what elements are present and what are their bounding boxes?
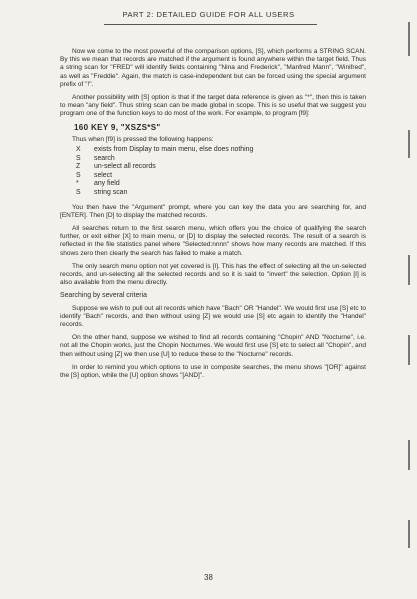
list-item [76,172,366,181]
paragraph-invert: The only search menu option not yet covered is [I]. This has the effect of selecting all the un-selected records, and un-selecting all the selected records and so it is said to "invert" the selection. Option [I] is also available from the menu directly. [60,262,366,287]
list-item [76,180,366,189]
key-sequence-list [76,146,366,198]
list-item [76,163,366,172]
key-command: 160 KEY 9, "XSZS*S" [74,122,161,132]
page-number: 38 [204,573,213,582]
paragraph-any-field: Another possibility with [S] option is that if the target data reference is given as "*", then this is taken to mean "any field". Thus string scan can be made global in scope. This is so useful that we suggest you program one of the function keys to do most of the work. For example, to program [f9]: [60,94,366,118]
page-edge-mark [408,520,410,548]
paragraph-and-search: On the other hand, suppose we wished to find all records containing "Chopin" AND "Nocturne", i.e. not all the Chopin works, just the Chopin Nocturnes. We would first use [S] etc to select all "Chopin", and then without using [Z] we then use [U] to reduce these to the "Nocturne" records. [60,334,366,358]
list-item [76,146,366,155]
paragraph-composite: In order to remind you which options to use in composite searches, the menu shows "[OR]" against the [S] option, while the [U] option shows "[AND]". [60,363,366,380]
key-letter: X [76,146,81,154]
key-letter: * [76,180,79,188]
section-heading: Searching by several criteria [60,292,147,300]
paragraph-argument-prompt: You then have the "Argument" prompt, where you can key the data you are searching for, and [ENTER]. Then [D] to display the matched records. [60,203,366,219]
page-edge-mark [408,440,410,470]
key-description: un-select all records [94,163,156,171]
paragraph-thus: Thus when [f9] is pressed the following happens: [72,135,214,143]
page-edge-mark [408,22,410,56]
paragraph-string-scan: Now we come to the most powerful of the comparison options, [S], which performs a STRING SCAN. By this we mean that records are matched if the argument is found anywhere within the target field. Thus a string scan for "FRED" will identify fields containing "Nina and Frederick", "Manfred Mann", "Winifred", as well as "Freddie". Again, the match is case-independent but can be forced using the special argument prefix of "!". [60,48,366,88]
key-description: search [94,154,115,162]
list-item [76,189,366,198]
list-item [76,155,366,164]
key-letter: S [76,189,81,196]
key-description: any field [94,180,120,188]
key-description: string scan [94,189,128,196]
key-description: exists from Display to main menu, else does nothing [94,146,254,154]
paragraph-or-search: Suppose we wish to pull out all records which have "Bach" OR "Handel". We would first use [S] etc to identify "Bach" records, and then without using [Z] we would use [S] etc again to identify the "Handel" records. [60,304,366,329]
body-text [60,48,366,385]
key-letter: S [76,154,81,162]
key-letter: S [76,171,81,179]
running-header: PART 2: DETAILED GUIDE FOR ALL USERS [122,10,295,19]
header-rule [104,24,317,25]
key-letter: Z [76,163,81,171]
key-description: select [94,171,113,179]
page-edge-mark [408,130,410,158]
paragraph-search-return: All searches return to the first search menu, which offers you the choice of qualifying the search further, or exit either [X] to main menu, or [D] to display the selected records. The result of a search is reflected in the file statistics panel where "Selected:nnnn" shows how many records are matched. If this shows zero then clearly the search has failed to make a match. [60,225,366,257]
page-edge-mark [408,335,410,365]
page-edge-mark [408,255,410,285]
